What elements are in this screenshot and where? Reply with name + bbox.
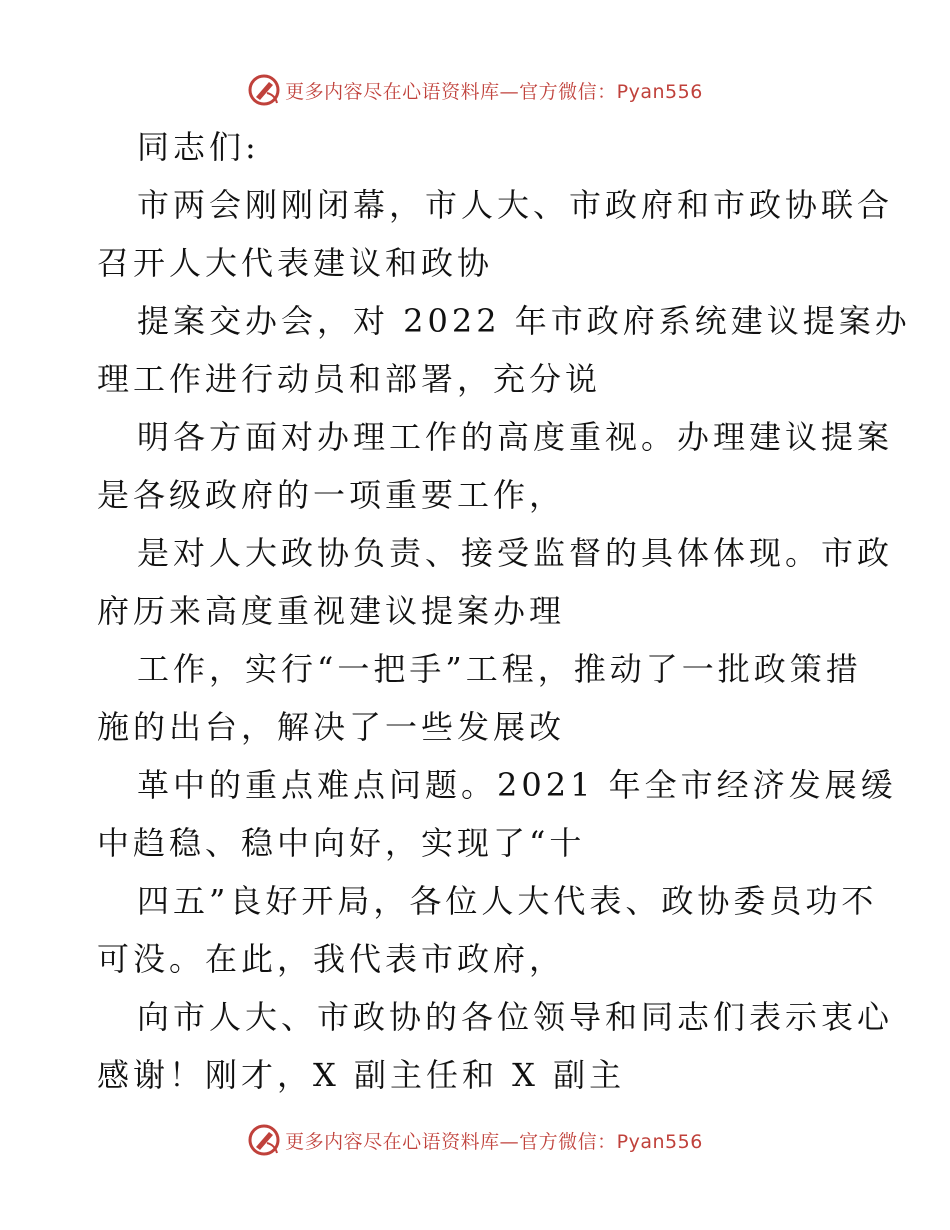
document-line: 施的出台，解决了一些发展改 bbox=[97, 708, 566, 746]
document-line: 四五”良好开局，各位人大代表、政协委员功不 bbox=[137, 882, 878, 920]
document-line: 革中的重点难点问题。2021 年全市经济发展缓 bbox=[137, 766, 897, 804]
header-site-text: 更多内容尽在心语资料库 bbox=[285, 80, 500, 103]
footer-text bbox=[285, 1127, 703, 1154]
footer-banner bbox=[0, 1120, 950, 1160]
document-line: 同志们: bbox=[137, 128, 260, 166]
header-text bbox=[285, 77, 703, 104]
brand-logo-icon bbox=[247, 1123, 281, 1157]
document-line: 是各级政府的一项重要工作， bbox=[97, 476, 566, 514]
document-line: 理工作进行动员和部署，充分说 bbox=[97, 360, 602, 398]
document-line: 是对人大政协负责、接受监督的具体体现。市政 bbox=[137, 534, 894, 572]
header-separator: — bbox=[499, 80, 520, 103]
document-line: 可没。在此，我代表市政府， bbox=[97, 940, 566, 978]
document-line: 府历来高度重视建议提案办理 bbox=[97, 592, 566, 630]
document-line: 召开人大代表建议和政协 bbox=[97, 244, 494, 282]
document-line: 感谢！刚才，X 副主任和 X 副主 bbox=[97, 1056, 626, 1094]
footer-contact-text: 官方微信：Pyan556 bbox=[519, 1130, 703, 1153]
document-line: 工作，实行“一把手”工程，推动了一批政策措 bbox=[137, 650, 862, 688]
document-body bbox=[97, 118, 911, 1104]
header-contact-text: 官方微信：Pyan556 bbox=[519, 80, 703, 103]
document-line: 市两会刚刚闭幕，市人大、市政府和市政协联合 bbox=[137, 186, 894, 224]
document-line: 明各方面对办理工作的高度重视。办理建议提案 bbox=[137, 418, 894, 456]
footer-site-text: 更多内容尽在心语资料库 bbox=[285, 1130, 500, 1153]
document-line: 提案交办会，对 2022 年市政府系统建议提案办 bbox=[137, 302, 911, 340]
document-line: 向市人大、市政协的各位领导和同志们表示衷心 bbox=[137, 998, 894, 1036]
brand-logo-icon bbox=[247, 73, 281, 107]
footer-separator: — bbox=[499, 1130, 520, 1153]
header-banner bbox=[0, 70, 950, 110]
document-line: 中趋稳、稳中向好，实现了“十 bbox=[97, 824, 586, 862]
